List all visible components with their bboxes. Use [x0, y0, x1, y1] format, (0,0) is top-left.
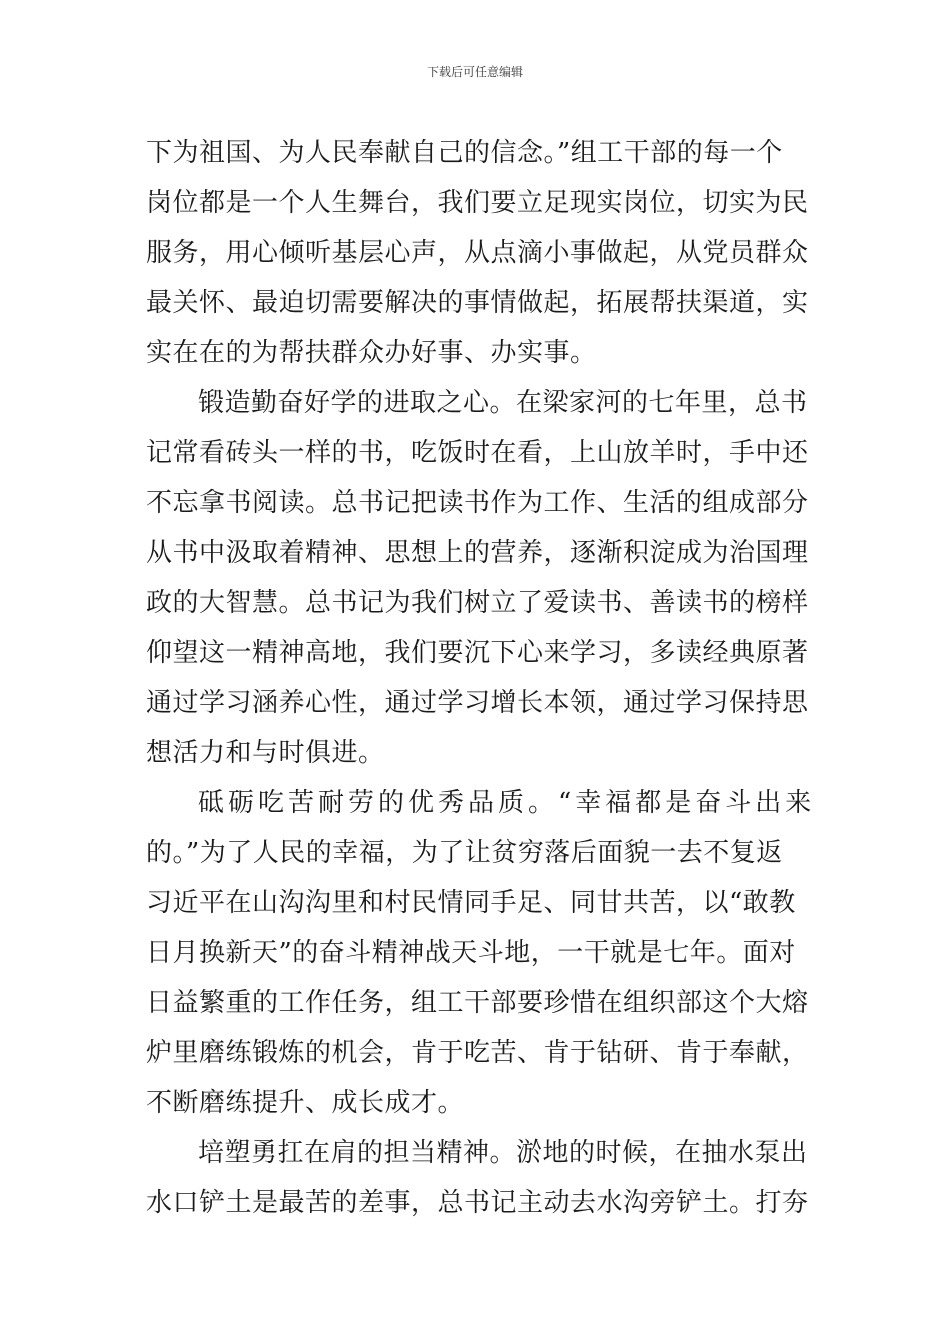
text-line: 通过学习涵养心性，通过学习增长本领，通过学习保持思: [146, 688, 809, 718]
text-line: 仰望这一精神高地，我们要沉下心来学习，多读经典原著: [146, 638, 809, 668]
document-body: [146, 128, 816, 1228]
text-line: 不断磨练提升、成长成才。: [146, 1088, 465, 1118]
text-line: 的。”为了人民的幸福，为了让贫穷落后面貌一去不复返: [146, 838, 783, 868]
text-line: 最关怀、最迫切需要解决的事情做起，拓展帮扶渠道，实: [146, 288, 809, 318]
text-line: 下为祖国、为人民奉献自己的信念。”组工干部的每一个: [146, 138, 783, 168]
page-header: 下载后可任意编辑: [426, 65, 523, 79]
text-line: 从书中汲取着精神、思想上的营养，逐渐积淀成为治国理: [146, 538, 809, 568]
text-line: 炉里磨练锻炼的机会，肯于吃苦、肯于钻研、肯于奉献，: [146, 1038, 809, 1068]
text-line: 习近平在山沟沟里和村民情同手足、同甘共苦，以“敢教: [146, 888, 796, 918]
text-line: 日月换新天”的奋斗精神战天斗地，一干就是七年。面对: [146, 938, 796, 968]
text-line: 日益繁重的工作任务，组工干部要珍惜在组织部这个大熔: [146, 988, 809, 1018]
text-line: 服务，用心倾听基层心声，从点滴小事做起，从党员群众: [146, 238, 809, 268]
text-line: 岗位都是一个人生舞台，我们要立足现实岗位，切实为民: [146, 188, 809, 218]
text-line: 砥砺吃苦耐劳的优秀品质。“幸福都是奋斗出来: [198, 788, 816, 818]
text-line: 政的大智慧。总书记为我们树立了爱读书、善读书的榜样: [146, 588, 809, 618]
text-line: 想活力和与时俱进。: [146, 738, 385, 768]
text-line: 记常看砖头一样的书，吃饭时在看，上山放羊时，手中还: [146, 438, 809, 468]
text-line: 实在在的为帮扶群众办好事、办实事。: [146, 338, 597, 368]
text-line: 培塑勇扛在肩的担当精神。淤地的时候，在抽水泵出: [198, 1138, 808, 1168]
text-line: 水口铲土是最苦的差事，总书记主动去水沟旁铲土。打夯: [146, 1188, 809, 1218]
text-line: 不忘拿书阅读。总书记把读书作为工作、生活的组成部分: [146, 488, 809, 518]
text-line: 锻造勤奋好学的进取之心。在梁家河的七年里，总书: [198, 388, 808, 418]
